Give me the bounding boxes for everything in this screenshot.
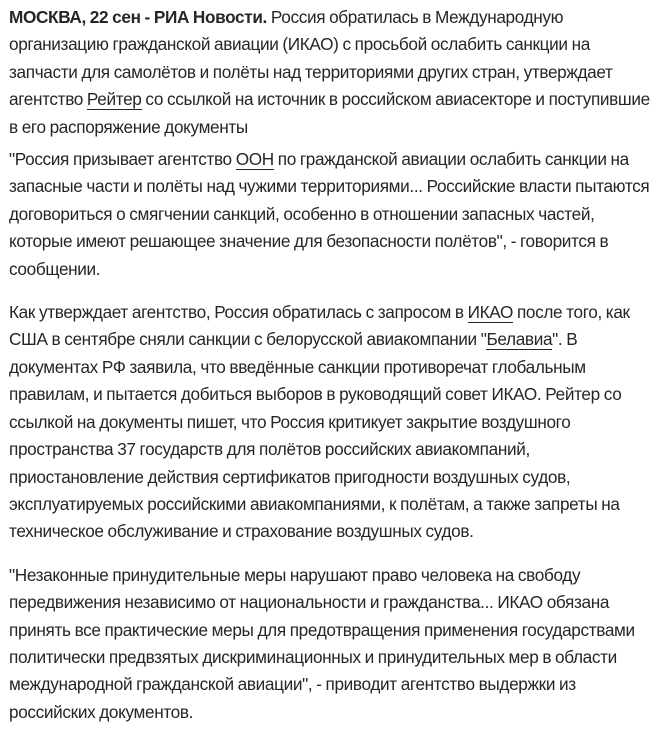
paragraph-text: со ссылкой на источник в российском авиасекторе и поступившие в его распоряжение документы [9, 89, 650, 137]
paragraph-text: по гражданской авиации ослабить санкции на запасные части и полёты над чужими территориями... Российские власти пытаются договориться о смягчении санкций, особенно в отношении запасных частей, которые имеют решающее значение для безопасности полётов", - говорится в сообщении. [9, 149, 650, 279]
paragraph-text: после того, как США в сентябре сняли санкции с белорусской авиакомпании " [9, 302, 630, 350]
link-reuters[interactable]: Рейтер [86, 89, 142, 110]
paragraph-text: Как утверждает агентство, Россия обратилась с запросом в [9, 302, 468, 323]
paragraph-quote-2 [9, 562, 661, 726]
paragraph-body [9, 299, 661, 546]
paragraph-text: Россия обратилась в Международную организацию гражданской авиации (ИКАО) с просьбой ослабить санкции на запчасти для самолётов и полёты над территориями других стран, утверждает агентство [9, 7, 613, 110]
dateline: МОСКВА, 22 сен - РИА Новости. [9, 7, 267, 27]
link-icao[interactable]: ИКАО [467, 302, 514, 323]
paragraph-text: ". В документах РФ заявила, что введённые санкции противоречат глобальным правилам, и пытается добиться выборов в руководящий совет ИКАО. Рейтер со ссылкой на документы пишет, что Россия критикует закрытие воздушного пространства 37 государств для полётов российских авиакомпаний, приостановление действия сертификатов пригодности воздушных судов, эксплуатируемых российскими авиакомпаниями, к полётам, а также запреты на техническое обслуживание и страхование воздушных судов. [9, 329, 622, 542]
paragraph-text: "Россия призывает агентство [9, 149, 236, 170]
paragraph-text: "Незаконные принудительные меры нарушают право человека на свободу передвижения независимо от национальности и гражданства... ИКАО обязана принять все практические меры для предотвращения применения государствами политически предвзятых дискриминационных и принудительных мер в области международной гражданской авиации", - приводит агентство выдержки из российских документов. [9, 564, 635, 722]
paragraph-lead [9, 4, 661, 141]
link-belavia[interactable]: Белавиа [486, 329, 553, 350]
article-body [9, 4, 661, 726]
link-un[interactable]: ООН [235, 149, 274, 170]
paragraph-quote-1 [9, 146, 661, 283]
